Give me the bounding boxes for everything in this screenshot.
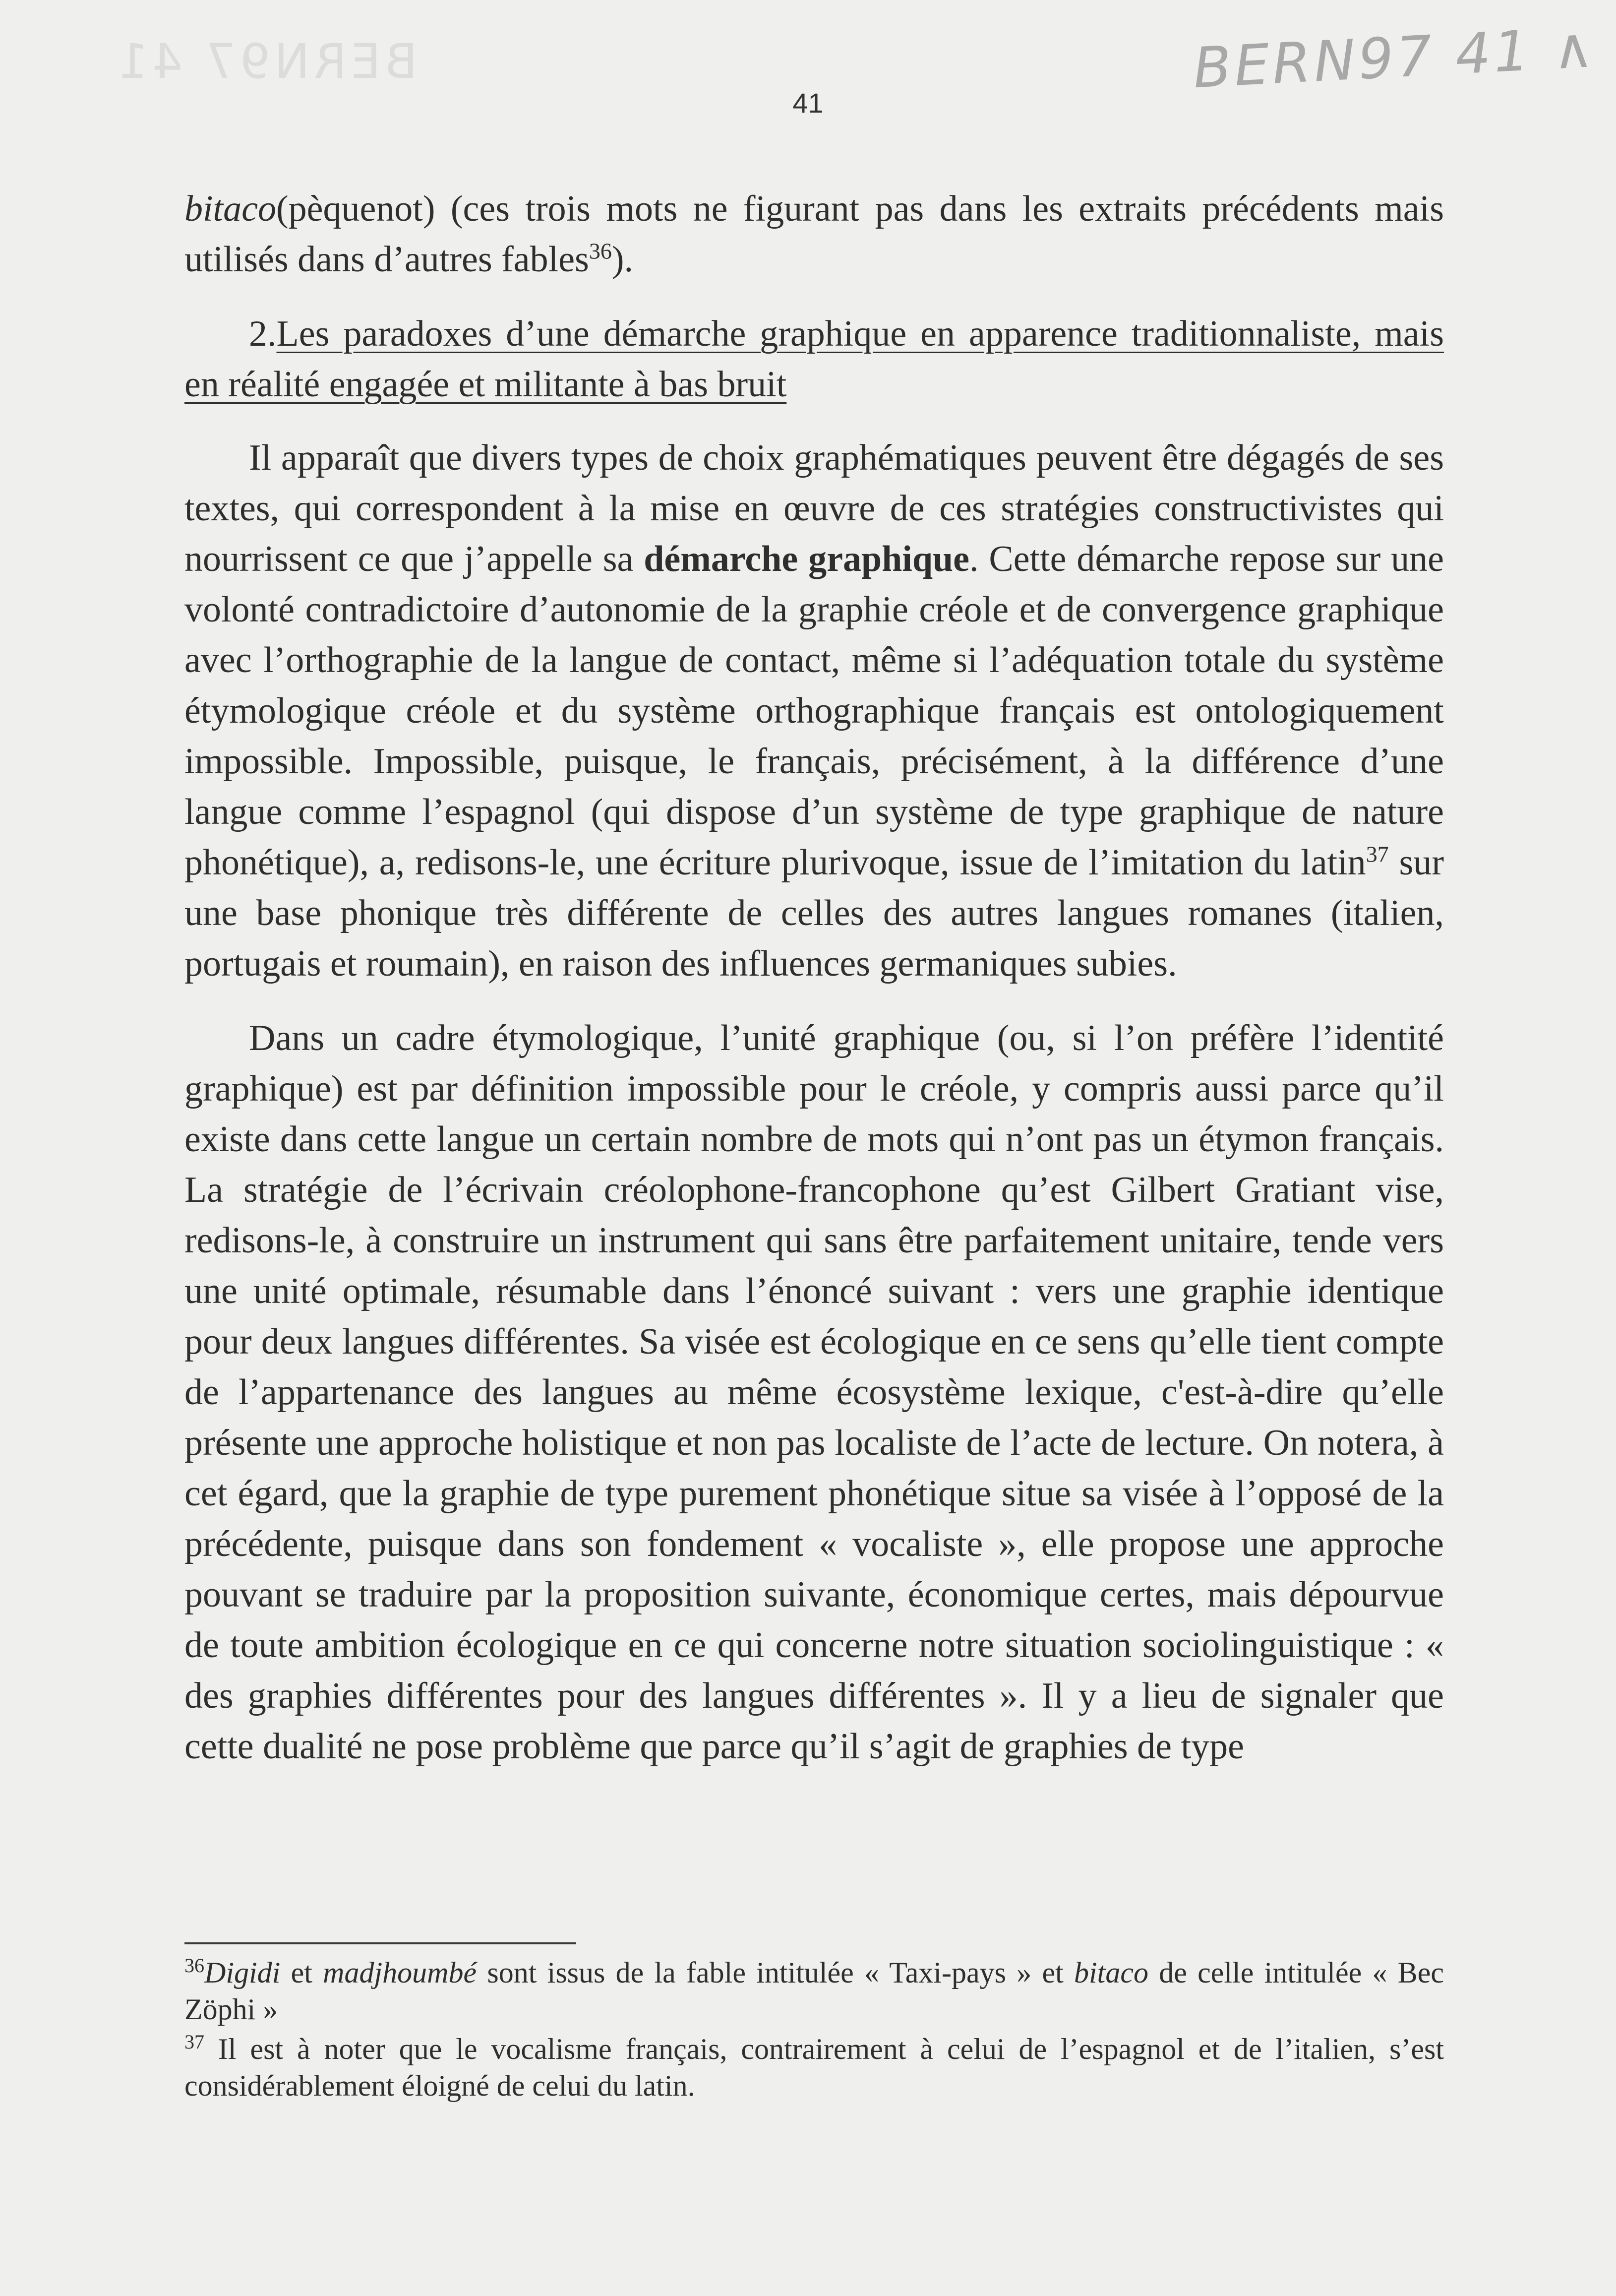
footnote-separator (184, 1942, 576, 1944)
body-text (184, 184, 1444, 1772)
text-segment: de celle intitulée « Bec Zöphi » (184, 1956, 1444, 2026)
footnote-number: 36 (184, 1954, 204, 1977)
footnote-37 (184, 2031, 1444, 2104)
italic-term: bitaco (1074, 1956, 1148, 1989)
italic-term: Digidi (204, 1956, 281, 1989)
text-segment: ). (611, 239, 633, 280)
page-number: 41 (792, 87, 824, 119)
paragraph-continuation (184, 184, 1444, 285)
text-segment: Il est à noter que le vocalisme français, contrairement à celui de l’espagnol et de l’italien, s’est considérablement éloigné de celui du latin. (184, 2033, 1444, 2102)
section-title: Les paradoxes d’une démarche graphique en apparence traditionnaliste, mais en réalité engagée et militante à bas bruit (184, 313, 1444, 405)
footnote-ref-37: 37 (1366, 841, 1389, 867)
text-segment: (pèquenot) (ces trois mots ne figurant pas dans les extraits précédents mais utilisés dans d’autres fables (184, 188, 1444, 280)
italic-term: bitaco (184, 188, 276, 229)
bold-term: démarche graphique (644, 539, 969, 579)
archive-mark: BERN97 41 ∧ (1191, 15, 1598, 101)
paragraph: Dans un cadre étymologique, l’unité graphique (ou, si l’on préfère l’identité graphique) est par définition impossible pour le créole, y compris aussi parce qu’il existe dans cette langue un certain nombre de mots qui n’ont pas un étymon français. La stratégie de l’écrivain créolophone-francophone qu’est Gilbert Gratiant vise, redisons-le, à construire un instrument qui sans être parfaitement unitaire, tende vers une unité optimale, résumable dans l’énoncé suivant : vers une graphie identique pour deux langues différentes. Sa visée est écologique en ce sens qu’elle tient compte de l’appartenance des langues au même écosystème lexique, c'est-à-dire qu’elle présente une approche holistique et non pas localiste de l’acte de lecture. On notera, à cet égard, que la graphie de type purement phonétique situe sa visée à l’opposé de la précédente, puisque dans son fondement « vocaliste », elle propose une approche pouvant se traduire par la proposition suivante, économique certes, mais dépourvue de toute ambition écologique en ce qui concerne notre situation sociolinguistique : « des graphies différentes pour des langues différentes ». Il y a lieu de signaler que cette dualité ne pose problème que parce qu’il s’agit de graphies de type (184, 1018, 1444, 1767)
footnote-number: 37 (184, 2031, 204, 2053)
text-segment: sur une base phonique très différente de celles des autres langues romanes (italien, portugais et roumain), en raison des influences germaniques subies. (184, 842, 1444, 984)
footnote-ref-36: 36 (589, 238, 612, 264)
text-segment: Il apparaît que divers types de choix graphématiques peuvent être dégagés de ses textes, qui correspondent à la mise en œuvre de ces stratégies constructivistes qui nourrissent ce que j’appelle sa (184, 437, 1444, 579)
footnotes (184, 1954, 1444, 2107)
footnote-36 (184, 1954, 1444, 2028)
text-segment: . Cette démarche repose sur une volonté contradictoire d’autonomie de la graphie créole et de convergence graphique avec l’orthographie de la langue de contact, même si l’adéquation totale du système étymologique créole et du système orthographique français est ontologiquement impossible. Impossible, puisque, le français, précisément, à la différence d’une langue comme l’espagnol (qui dispose d’un système de type graphique de nature phonétique), a, redisons-le, une écriture plurivoque, issue de l’imitation du latin (184, 539, 1444, 883)
paragraph (184, 433, 1444, 989)
section-heading (184, 309, 1444, 410)
text-segment: et (280, 1956, 323, 1989)
text-segment: sont issus de la fable intitulée « Taxi-pays » et (477, 1956, 1074, 1989)
section-number: 2. (249, 313, 277, 354)
bleed-through-mark: BERN97 41 (114, 34, 418, 89)
italic-term: madjhoumbé (323, 1956, 477, 1989)
